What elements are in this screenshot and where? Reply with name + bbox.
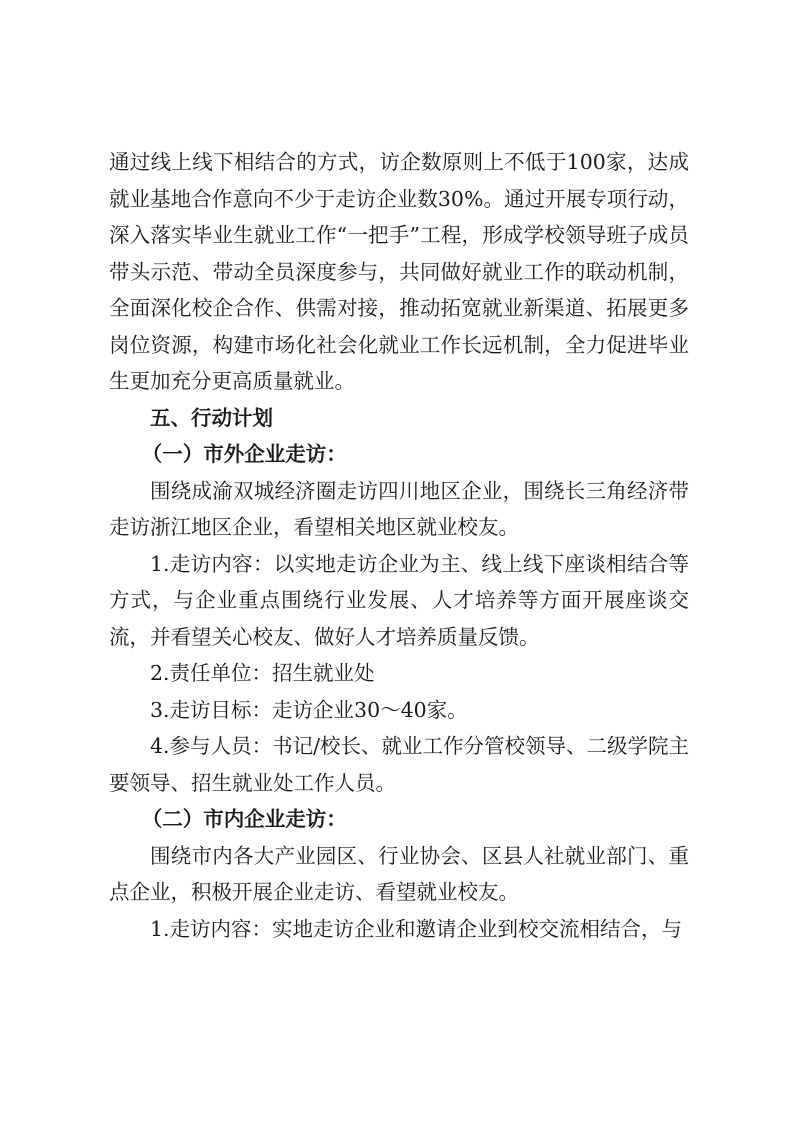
list-item-visit-content: 1.走访内容：实地走访企业和邀请企业到校交流相结合，与 [150,916,683,941]
subsection-heading-outside-city: （一）市外企业走访： [141,442,347,466]
list-item-visit-target: 3.走访目标：走访企业30～40家。 [150,697,468,722]
body-paragraph: 围绕成渝双城经济圈走访四川地区企业，围绕长三角经济带走访浙江地区企业，看望相关地区就业校友。 [109,478,689,539]
section-heading-action-plan: 五、行动计划 [150,405,273,430]
body-paragraph-continued: 通过线上线下相结合的方式，访企数原则上不低于100家，达成就业基地合作意向不少于走访企业数30%。通过开展专项行动，深入落实毕业生就业工作“一把手”工程，形成学校领导班子成员带头示范、带动全员深度参与，共同做好就业工作的联动机制，全面深化校企合作、供需对接，推动拓宽就业新渠道、拓展更多岗位资源，构建市场化社会化就业工作长远机制，全力促进毕业生更加充分更高质量就业。 [109,150,689,393]
list-item-participants: 4.参与人员：书记/校长、就业工作分管校领导、二级学院主要领导、招生就业处工作人员。 [109,734,689,795]
body-paragraph: 围绕市内各大产业园区、行业协会、区县人社就业部门、重点企业，积极开展企业走访、看望就业校友。 [109,843,689,904]
list-item-responsible-unit: 2.责任单位：招生就业处 [150,661,375,685]
subsection-heading-inside-city: （二）市内企业走访： [141,807,347,831]
list-item-visit-content: 1.走访内容：以实地走访企业为主、线上线下座谈相结合等方式，与企业重点围绕行业发展、人才培养等方面开展座谈交流，并看望关心校友、做好人才培养质量反馈。 [109,551,689,649]
document-body [109,144,689,947]
